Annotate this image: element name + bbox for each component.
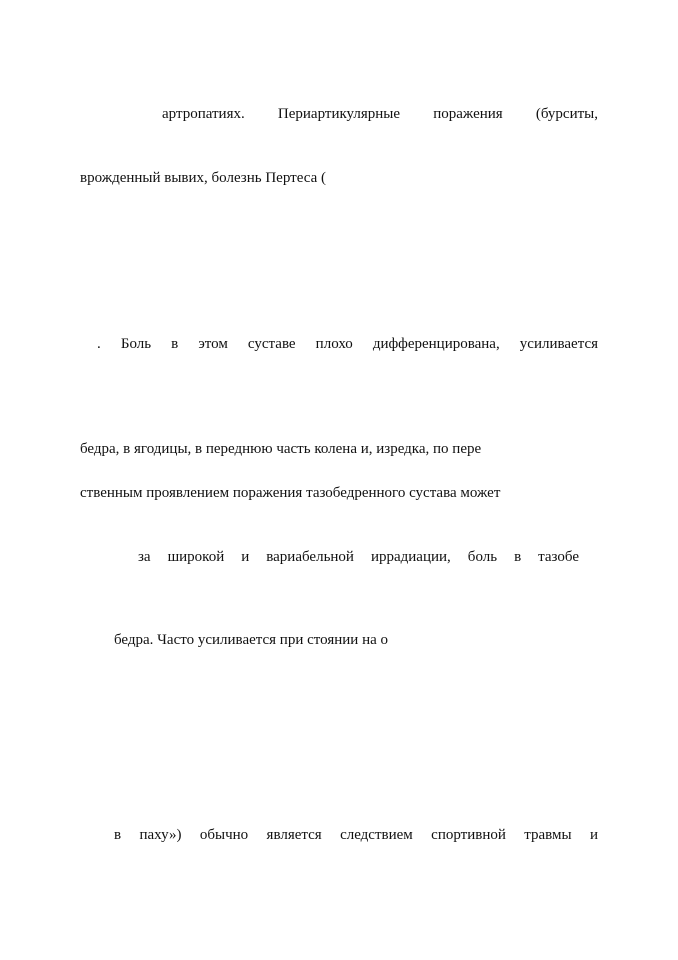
- text-line: в паху») обычно является следствием спортивной травмы и: [114, 827, 598, 843]
- text-line: . Боль в этом суставе плохо дифференцирована, усиливается: [97, 336, 598, 352]
- text-line: бедра, в ягодицы, в переднюю часть колена и, изредка, по пере: [80, 441, 482, 457]
- text-line: за широкой и вариабельной иррадиации, боль в тазобе: [138, 549, 579, 565]
- text-line: врожденный вывих, болезнь Пертеса (: [80, 170, 326, 186]
- text-line: артропатиях. Периартикулярные поражения (бурситы,: [162, 106, 598, 122]
- text-line: бедра. Часто усиливается при стоянии на о: [114, 632, 388, 648]
- text-line: ственным проявлением поражения тазобедренного сустава может: [80, 485, 501, 501]
